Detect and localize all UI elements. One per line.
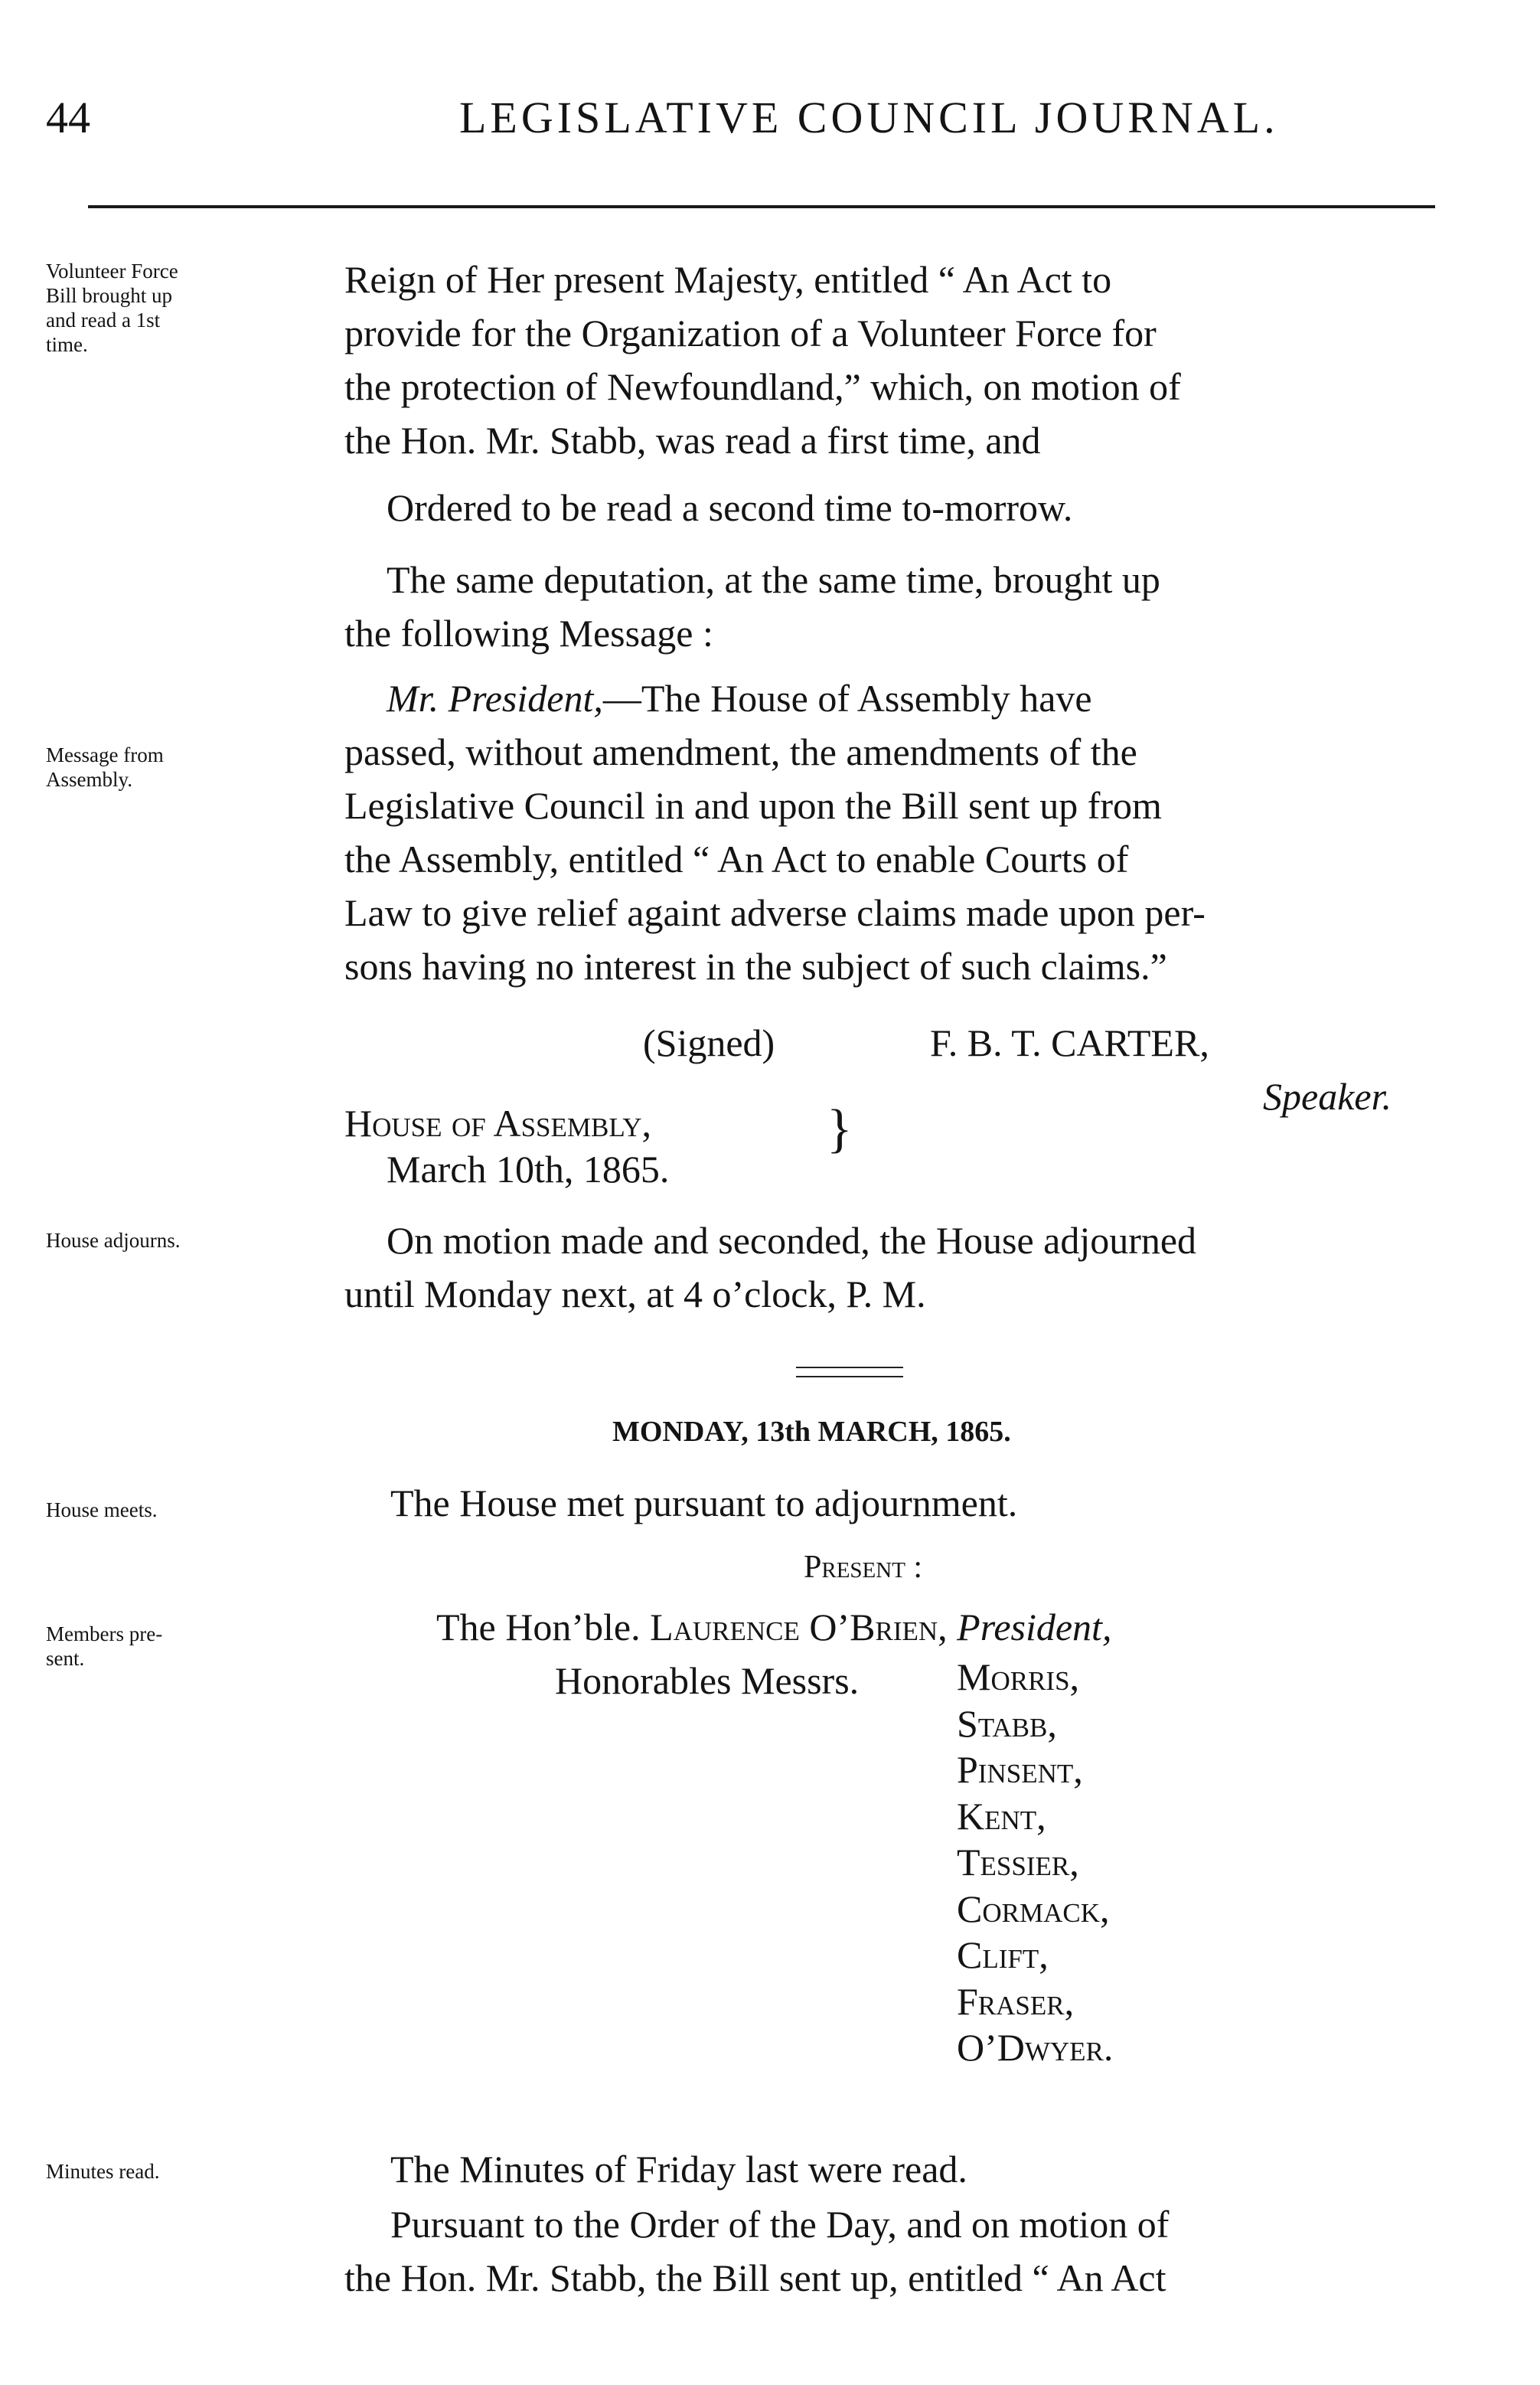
member-name: O’Dwyer. xyxy=(957,2026,1114,2069)
header-rule xyxy=(88,205,1435,208)
section-divider xyxy=(796,1367,903,1377)
margin-note-members-present: Members pre- sent. xyxy=(46,1622,163,1670)
member-name: Fraser, xyxy=(957,1979,1075,2023)
honorables-prefix: Honorables Messrs. xyxy=(555,1659,860,1702)
date-heading: MONDAY, 13th MARCH, 1865. xyxy=(612,1416,1011,1448)
paragraph-volunteer-bill: Reign of Her present Majesty, entitled “ An Act to provide for the Organization of a Volunteer Force for the protection of Newfoundland,” which, on motion of the Hon. Mr. Stabb, was read a first time, and xyxy=(344,258,1181,462)
house-met: The House met pursuant to adjournment. xyxy=(390,1482,1018,1524)
signer-name: F. B. T. CARTER, xyxy=(930,1021,1209,1064)
paragraph-adjourn: On motion made and seconded, the House adjourned until Monday next, at 4 o’clock, P. M. xyxy=(344,1219,1197,1315)
paragraph-deputation: The same deputation, at the same time, brought up the following Message : xyxy=(344,558,1160,655)
page-number: 44 xyxy=(46,93,90,142)
member-name: Cormack, xyxy=(957,1887,1110,1930)
signed-label: (Signed) xyxy=(643,1021,775,1064)
member-name: Morris, xyxy=(957,1655,1080,1698)
paragraph-ordered-second-reading: Ordered to be read a second time to-morrow. xyxy=(387,486,1073,529)
margin-note-house-adjourns: House adjourns. xyxy=(46,1229,181,1252)
president-title: President, xyxy=(957,1606,1112,1648)
members-list xyxy=(957,1654,1113,2071)
message-salutation: Mr. President, xyxy=(387,677,603,720)
member-name: Tessier, xyxy=(957,1841,1079,1883)
page-header xyxy=(46,77,1454,153)
member-name: Stabb, xyxy=(957,1701,1057,1745)
president-line: The Hon’ble. Laurence O’Brien, President, xyxy=(436,1606,1112,1648)
member-name: Kent, xyxy=(957,1794,1046,1838)
message-place: House of Assembly, xyxy=(344,1102,652,1145)
member-name: Pinsent, xyxy=(957,1748,1083,1791)
president-name: Laurence O’Brien, xyxy=(650,1606,948,1648)
paragraph-order-of-day: Pursuant to the Order of the Day, and on motion of the Hon. Mr. Stabb, the Bill sent up, entitled “ An Act xyxy=(344,2203,1170,2299)
present-heading: Present : xyxy=(804,1550,923,1585)
signer-title: Speaker. xyxy=(1263,1075,1392,1118)
assembly-message: Mr. President,—The House of Assembly have passed, without amendment, the amendments of the Legislative Council in and upon the Bill sent up from the Assembly, entitled “ An Act to enable Courts of Law to give relief againt adverse claims made upon per- sons having no interest in the subject of such claims.” xyxy=(344,677,1206,988)
margin-note-message-from-assembly: Message from Assembly. xyxy=(46,743,164,791)
margin-note-house-meets: House meets. xyxy=(46,1498,158,1521)
message-date: March 10th, 1865. xyxy=(387,1148,670,1191)
margin-note-volunteer-bill: Volunteer Force Bill brought up and read a 1st time. xyxy=(46,260,178,356)
date-brace: } xyxy=(827,1099,853,1158)
running-title: LEGISLATIVE COUNCIL JOURNAL. xyxy=(459,93,1279,142)
member-name: Clift, xyxy=(957,1933,1049,1976)
minutes-read: The Minutes of Friday last were read. xyxy=(390,2148,967,2191)
margin-note-minutes-read: Minutes read. xyxy=(46,2160,160,2183)
